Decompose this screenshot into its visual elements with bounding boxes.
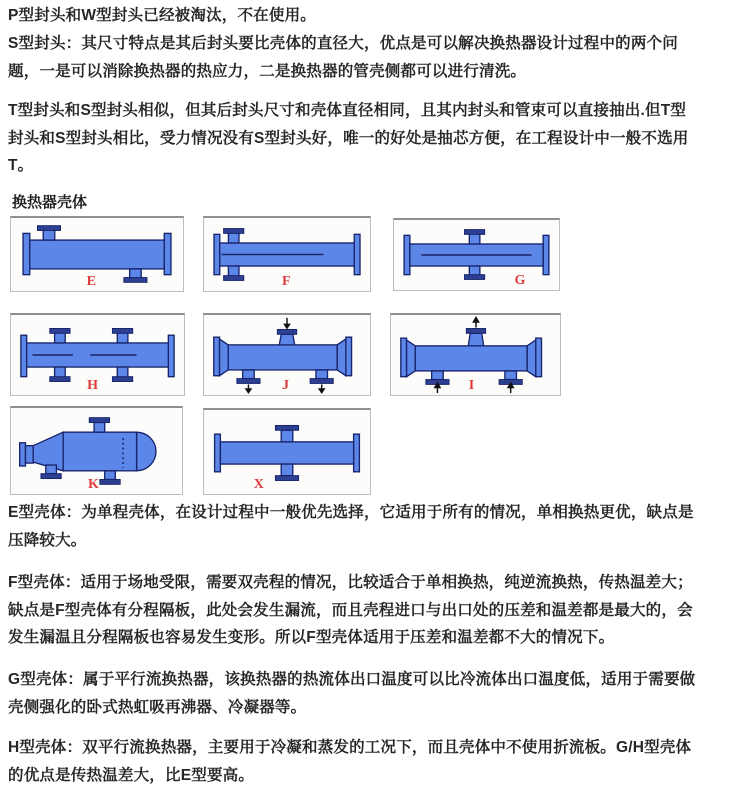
top-left-nozzle xyxy=(37,226,60,240)
paragraph-h-shell xyxy=(8,734,732,789)
shell-x-drawing xyxy=(204,410,370,494)
right-taper xyxy=(527,340,536,377)
bottom-nozzle-2 xyxy=(112,367,132,381)
text-line: E型壳体：为单程壳体，在设计过程中一般优先选择，它适用于所有的情况，单相换热更优，缺点是 xyxy=(8,504,694,521)
shell-body xyxy=(228,345,337,370)
bottom-nozzle-2 xyxy=(100,471,120,485)
text-line: 缺点是F型壳体有分程隔板，此处会发生漏流，而且壳程进口与出口处的压差和温差都是最大的，会 xyxy=(8,601,693,619)
diagram-shell-j xyxy=(203,313,371,396)
left-flange xyxy=(215,434,221,472)
shell-i-drawing xyxy=(391,315,560,395)
diagram-label-h: H xyxy=(87,378,98,393)
text-line: 发生漏温且分程隔板也容易发生变形。所以F型壳体适用于压差和温差都不大的情况下。 xyxy=(8,629,615,646)
bottom-outlet-nozzle-2 xyxy=(310,370,333,383)
rounded-head xyxy=(137,432,156,471)
text-line: S型封头：其尺寸特点是其后封头要比壳体的直径大，优点是可以解决换热器设计过程中的两个问 xyxy=(8,35,678,52)
text-line: 压降较大。 xyxy=(8,531,87,549)
bottom-left-nozzle xyxy=(224,266,244,280)
text-line: T型封头和S型封头相似，但其后封头尺寸和壳体直径相同，且其内封头和管束可以直接抽出.但T型 xyxy=(8,102,687,119)
top-nozzle xyxy=(89,418,109,432)
right-flange xyxy=(346,337,352,376)
right-taper xyxy=(337,339,346,376)
bottom-right-nozzle xyxy=(124,269,147,282)
kettle-body xyxy=(63,432,136,471)
left-flange xyxy=(214,234,220,274)
text-line: 封头和S型封头相比，受力情况没有S型封头好，唯一的好处是抽芯方便，在工程设计中一般不选用 xyxy=(8,129,689,147)
top-left-nozzle xyxy=(224,229,244,243)
diagram-shell-e xyxy=(10,216,184,292)
text-line: H型壳体：双平行流换热器，主要用于冷凝和蒸发的工况下，而且壳体中不使用折流板。G/H型壳体 xyxy=(8,739,692,756)
shell-body xyxy=(415,346,527,371)
right-flange xyxy=(543,235,549,274)
left-flange xyxy=(23,233,30,274)
right-flange xyxy=(536,338,542,377)
shell-g-drawing xyxy=(394,220,559,290)
figure-heading: 换热器壳体 xyxy=(12,194,88,211)
right-flange xyxy=(168,335,174,376)
text-line: T。 xyxy=(8,157,34,174)
top-center-nozzle xyxy=(275,425,298,441)
right-flange xyxy=(164,233,171,274)
bottom-nozzle-1 xyxy=(50,367,70,381)
top-nozzle-1 xyxy=(50,328,70,342)
top-inlet-nozzle xyxy=(277,329,296,344)
diagram-shell-f xyxy=(203,216,371,292)
diagram-label-j: J xyxy=(282,378,290,393)
diagram-label-g: G xyxy=(514,273,526,288)
bottom-outlet-arrow-2 xyxy=(318,384,326,394)
text-line: 题，一是可以消除换热器的热应力，二是换热器的管壳侧都可以进行清洗。 xyxy=(8,62,527,80)
text-line: G型壳体：属于平行流换热器，该换热器的热流体出口温度可以比冷流体出口温度低，适用于需要做 xyxy=(8,671,696,688)
top-inlet-arrow-down xyxy=(283,318,291,330)
diagram-label-e: E xyxy=(86,274,97,289)
bottom-center-nozzle xyxy=(465,266,485,279)
shell-body xyxy=(220,442,353,464)
diagram-label-x: X xyxy=(253,477,264,492)
text-line: F型壳体：适用于场地受限，需要双壳程的情况，比较适合于单相换热，纯逆流换热，传热温差大； xyxy=(8,574,693,591)
diagram-shell-h xyxy=(10,313,185,396)
shell-body xyxy=(30,240,164,269)
left-taper xyxy=(407,340,416,377)
diagram-shell-g xyxy=(393,218,560,291)
right-flange xyxy=(354,434,360,472)
diagram-shell-x xyxy=(203,408,371,495)
left-taper xyxy=(220,339,229,376)
paragraph-e-shell xyxy=(8,499,732,554)
diagram-label-i: I xyxy=(468,378,475,393)
paragraph-g-shell xyxy=(8,666,732,721)
top-outlet-nozzle xyxy=(466,328,485,345)
shell-e-drawing xyxy=(11,218,183,291)
diagram-shell-k xyxy=(10,406,183,495)
left-flange xyxy=(214,337,220,376)
bottom-outlet-nozzle-1 xyxy=(237,370,260,383)
text-line: 壳侧强化的卧式热虹吸再沸器、冷凝器等。 xyxy=(8,698,307,716)
diagram-shell-i xyxy=(390,313,561,396)
left-flange xyxy=(404,235,410,274)
right-flange xyxy=(354,234,360,274)
top-outlet-arrow-up xyxy=(472,316,480,328)
bottom-outlet-arrow-1 xyxy=(245,384,253,394)
left-flange xyxy=(20,443,26,466)
top-center-nozzle xyxy=(465,230,485,244)
top-nozzle-2 xyxy=(112,328,132,342)
bottom-center-nozzle xyxy=(275,464,298,480)
diagram-label-f: F xyxy=(282,274,291,289)
left-flange xyxy=(21,335,27,376)
diagram-label-k: K xyxy=(87,477,99,492)
left-flange xyxy=(401,338,407,377)
inlet-neck xyxy=(25,446,33,463)
text-line: P型封头和W型封头已经被淘汰，不在使用。 xyxy=(8,7,316,24)
text-line: 的优点是传热温差大，比E型要高。 xyxy=(8,766,255,784)
paragraph-f-shell xyxy=(8,569,732,652)
